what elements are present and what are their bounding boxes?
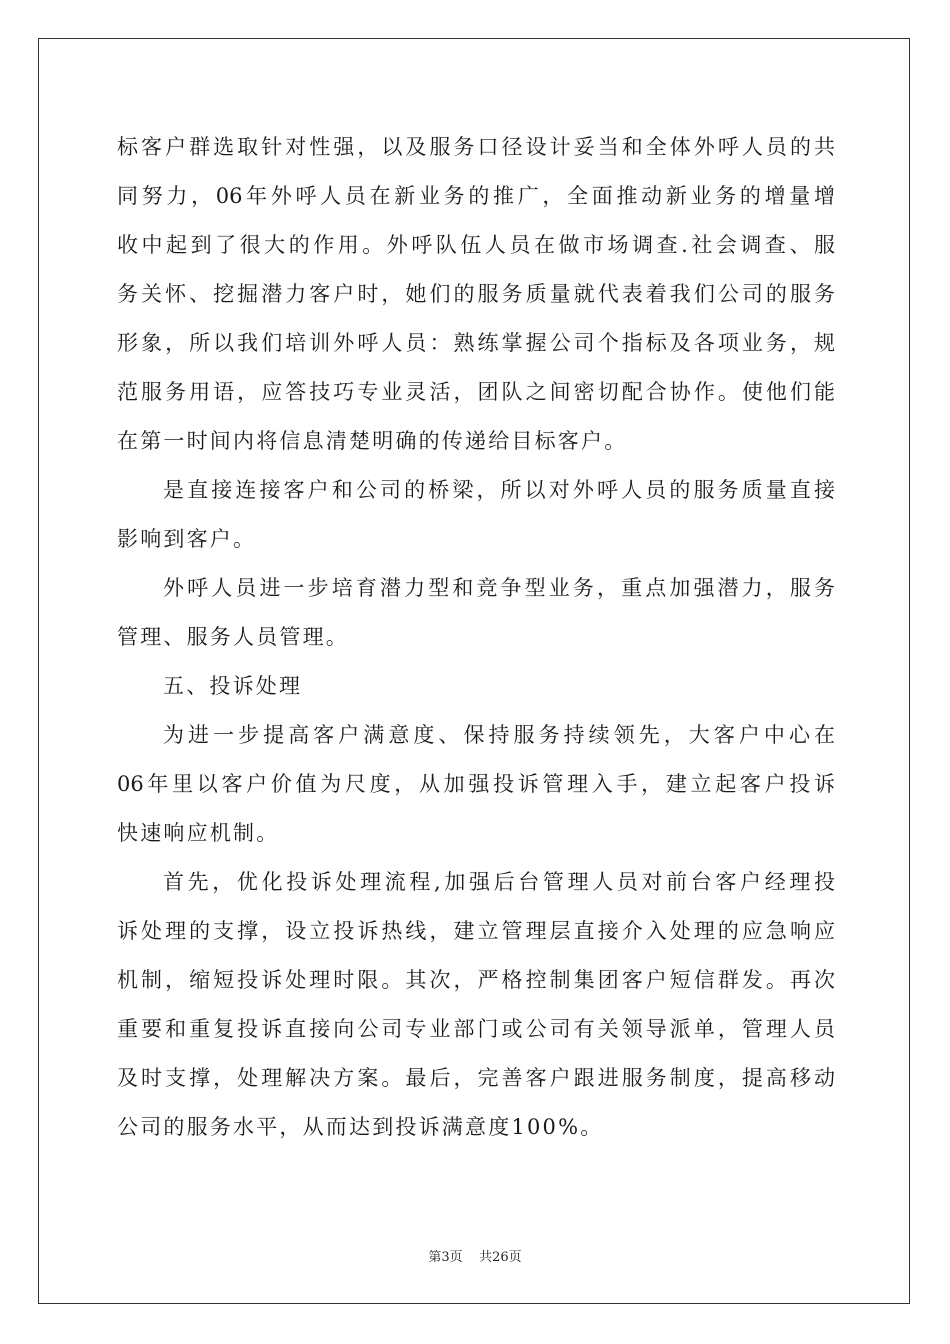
text-line: 外呼人员进一步培育潜力型和竞争型业务，重点加强潜力，服务 <box>163 576 835 600</box>
text-line: 是直接连接客户和公司的桥梁，所以对外呼人员的服务质量直接 <box>163 478 835 502</box>
text-line: 重要和重复投诉直接向公司专业部门或公司有关领导派单，管理人员 <box>117 1017 835 1041</box>
text-line: 管理、服务人员管理。 <box>117 625 349 649</box>
text-line: 公司的服务水平，从而达到投诉满意度100%。 <box>117 1115 604 1139</box>
text-line: 务关怀、挖掘潜力客户时，她们的服务质量就代表着我们公司的服务 <box>117 282 835 306</box>
text-line: 及时支撑，处理解决方案。最后，完善客户跟进服务制度，提高移动 <box>117 1066 835 1090</box>
text-line: 首先，优化投诉处理流程,加强后台管理人员对前台客户经理投 <box>163 870 835 894</box>
text-line: 快速响应机制。 <box>117 821 280 845</box>
text-line: 06年里以客户价值为尺度，从加强投诉管理入手，建立起客户投诉 <box>117 772 835 796</box>
page-number: 第3页 <box>428 1250 463 1265</box>
text-line: 标客户群选取针对性强，以及服务口径设计妥当和全体外呼人员的共 <box>117 135 835 159</box>
total-pages: 共26页 <box>479 1250 522 1265</box>
page-footer <box>0 1246 950 1265</box>
text-line: 在第一时间内将信息清楚明确的传递给目标客户。 <box>117 429 628 453</box>
text-line: 影响到客户。 <box>117 527 257 551</box>
text-line: 同努力，06年外呼人员在新业务的推广，全面推动新业务的增量增 <box>117 184 835 208</box>
text-line: 为进一步提高客户满意度、保持服务持续领先，大客户中心在 <box>163 723 835 747</box>
text-line: 收中起到了很大的作用。外呼队伍人员在做市场调查.社会调查、服 <box>117 233 835 257</box>
text-line: 范服务用语，应答技巧专业灵活，团队之间密切配合协作。使他们能 <box>117 380 835 404</box>
text-line: 形象，所以我们培训外呼人员：熟练掌握公司个指标及各项业务，规 <box>117 331 835 355</box>
document-body <box>117 123 835 1152</box>
text-line: 机制，缩短投诉处理时限。其次，严格控制集团客户短信群发。再次 <box>117 968 835 992</box>
section-heading: 五、投诉处理 <box>163 674 303 698</box>
text-line: 诉处理的支撑，设立投诉热线，建立管理层直接介入处理的应急响应 <box>117 919 835 943</box>
